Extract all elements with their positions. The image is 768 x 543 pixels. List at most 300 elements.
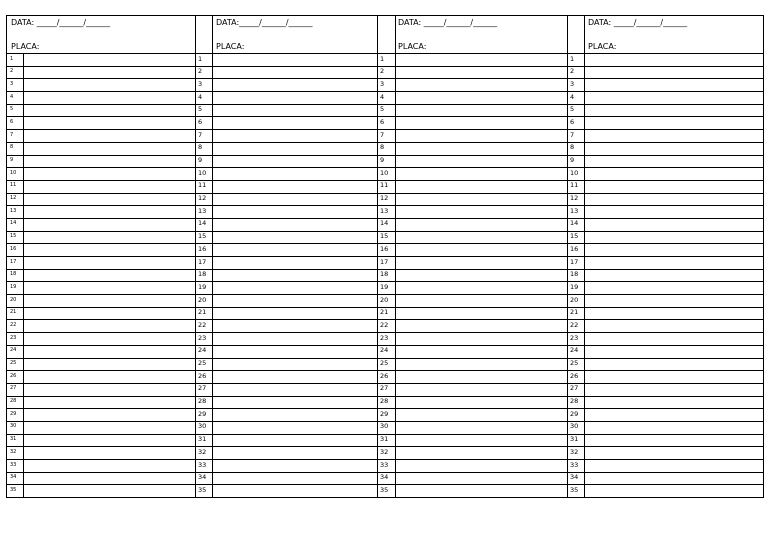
entry-row xyxy=(377,435,567,448)
row-number: 12 xyxy=(10,195,17,202)
entry-row xyxy=(7,295,195,308)
row-number: 4 xyxy=(10,93,14,100)
row-number: 26 xyxy=(380,371,389,380)
entry-row xyxy=(195,232,377,245)
entry-row xyxy=(7,346,195,359)
row-number: 14 xyxy=(570,219,579,228)
row-number: 35 xyxy=(570,485,579,494)
entry-row xyxy=(7,156,195,169)
entry-row xyxy=(567,295,764,308)
row-number: 6 xyxy=(570,117,575,126)
row-number: 9 xyxy=(10,157,14,163)
entry-row xyxy=(7,473,195,486)
entry-row xyxy=(195,206,377,219)
entry-row xyxy=(7,105,195,118)
entry-row xyxy=(567,473,764,486)
row-number: 13 xyxy=(198,206,207,215)
entry-row xyxy=(195,194,377,207)
entry-rows xyxy=(377,54,567,497)
plate-label: PLACA: xyxy=(11,42,40,51)
row-number: 20 xyxy=(198,295,207,304)
row-number: 8 xyxy=(10,144,14,151)
entry-row xyxy=(7,194,195,207)
row-number: 21 xyxy=(570,308,579,317)
date-label: DATA: _____/______/______ xyxy=(588,18,688,27)
plate-label: PLACA: xyxy=(216,42,245,51)
entry-row xyxy=(195,447,377,460)
entry-row xyxy=(567,257,764,270)
row-number: 16 xyxy=(380,244,389,253)
row-number: 32 xyxy=(10,448,17,455)
log-block-1 xyxy=(7,16,195,497)
row-number: 4 xyxy=(380,92,385,101)
row-number: 25 xyxy=(10,360,17,366)
row-number: 29 xyxy=(198,409,207,418)
block-header xyxy=(567,16,764,54)
entry-row xyxy=(567,143,764,156)
entry-row xyxy=(195,244,377,257)
entry-row xyxy=(377,371,567,384)
entry-row xyxy=(377,333,567,346)
entry-row xyxy=(7,447,195,460)
entry-row xyxy=(567,460,764,473)
entry-row xyxy=(377,270,567,283)
entry-row xyxy=(7,435,195,448)
plate-label: PLACA: xyxy=(588,42,617,51)
row-number: 33 xyxy=(10,461,17,468)
row-number: 7 xyxy=(570,130,575,139)
entry-row xyxy=(567,409,764,422)
row-number: 17 xyxy=(10,258,17,265)
date-label: DATA: _____/______/______ xyxy=(11,18,111,27)
row-number: 28 xyxy=(570,397,579,406)
row-number: 4 xyxy=(198,92,203,101)
entry-row xyxy=(567,320,764,333)
row-number: 35 xyxy=(198,485,207,494)
row-number: 33 xyxy=(570,460,579,469)
row-number: 19 xyxy=(10,283,17,290)
number-column-divider xyxy=(212,16,213,497)
block-header xyxy=(377,16,567,54)
entry-row xyxy=(567,92,764,105)
entry-row xyxy=(7,54,195,67)
row-number: 34 xyxy=(380,473,389,482)
vehicle-log-sheet xyxy=(6,15,764,498)
row-number: 16 xyxy=(10,245,17,252)
row-number: 22 xyxy=(570,320,579,329)
row-number: 27 xyxy=(10,385,17,392)
entry-row xyxy=(567,282,764,295)
row-number: 26 xyxy=(198,371,207,380)
row-number: 21 xyxy=(380,308,389,317)
row-number: 24 xyxy=(10,347,17,354)
entry-row xyxy=(377,232,567,245)
row-number: 2 xyxy=(380,67,385,76)
row-number: 17 xyxy=(570,257,579,266)
row-number: 28 xyxy=(198,397,207,406)
row-number: 26 xyxy=(10,372,17,379)
entry-row xyxy=(195,308,377,321)
row-number: 2 xyxy=(10,68,14,75)
entry-row xyxy=(195,460,377,473)
entry-row xyxy=(195,67,377,80)
row-number: 25 xyxy=(380,359,389,367)
number-column-divider xyxy=(584,16,585,497)
entry-row xyxy=(7,422,195,435)
number-column-divider xyxy=(23,54,24,497)
row-number: 35 xyxy=(10,486,17,493)
row-number: 6 xyxy=(198,117,203,126)
entry-row xyxy=(7,320,195,333)
row-number: 11 xyxy=(10,182,17,189)
entry-row xyxy=(7,397,195,410)
row-number: 25 xyxy=(198,359,207,367)
entry-row xyxy=(567,359,764,372)
row-number: 29 xyxy=(570,409,579,418)
entry-row xyxy=(377,282,567,295)
entry-row xyxy=(377,447,567,460)
entry-row xyxy=(377,67,567,80)
entry-row xyxy=(195,130,377,143)
row-number: 32 xyxy=(570,447,579,456)
row-number: 24 xyxy=(570,346,579,355)
row-number: 5 xyxy=(570,105,575,114)
entry-row xyxy=(567,105,764,118)
row-number: 16 xyxy=(198,244,207,253)
entry-row xyxy=(7,181,195,194)
entry-row xyxy=(7,92,195,105)
entry-row xyxy=(377,422,567,435)
row-number: 18 xyxy=(380,270,389,279)
row-number: 15 xyxy=(198,232,207,241)
row-number: 12 xyxy=(570,194,579,203)
entry-row xyxy=(377,206,567,219)
entry-row xyxy=(567,333,764,346)
row-number: 1 xyxy=(198,54,203,63)
row-number: 8 xyxy=(198,143,203,152)
row-number: 10 xyxy=(380,168,389,177)
entry-row xyxy=(567,54,764,67)
row-number: 18 xyxy=(198,270,207,279)
entry-row xyxy=(377,181,567,194)
entry-row xyxy=(7,232,195,245)
row-number: 13 xyxy=(570,206,579,215)
row-number: 20 xyxy=(10,296,17,303)
row-number: 21 xyxy=(198,308,207,317)
row-number: 31 xyxy=(10,436,17,443)
row-number: 10 xyxy=(10,169,17,176)
row-number: 4 xyxy=(570,92,575,101)
row-number: 8 xyxy=(380,143,385,152)
entry-row xyxy=(377,194,567,207)
entry-row xyxy=(567,244,764,257)
row-number: 1 xyxy=(570,54,575,63)
entry-row xyxy=(7,270,195,283)
entry-row xyxy=(377,320,567,333)
entry-row xyxy=(7,282,195,295)
row-number: 31 xyxy=(198,435,207,444)
entry-row xyxy=(195,333,377,346)
entry-row xyxy=(195,384,377,397)
row-number: 7 xyxy=(10,131,14,138)
row-number: 26 xyxy=(570,371,579,380)
entry-row xyxy=(195,105,377,118)
entry-row xyxy=(567,219,764,232)
row-number: 25 xyxy=(570,359,579,367)
entry-row xyxy=(377,295,567,308)
row-number: 34 xyxy=(570,473,579,482)
row-number: 14 xyxy=(10,220,17,227)
entry-row xyxy=(7,371,195,384)
row-number: 30 xyxy=(198,422,207,431)
entry-row xyxy=(567,206,764,219)
entry-row xyxy=(195,270,377,283)
entry-row xyxy=(567,447,764,460)
entry-row xyxy=(567,156,764,169)
row-number: 24 xyxy=(380,346,389,355)
row-number: 23 xyxy=(10,334,17,341)
entry-row xyxy=(567,308,764,321)
row-number: 6 xyxy=(380,117,385,126)
entry-rows xyxy=(567,54,764,497)
entry-row xyxy=(377,156,567,169)
row-number: 9 xyxy=(198,156,203,164)
row-number: 20 xyxy=(570,295,579,304)
row-number: 28 xyxy=(380,397,389,406)
entry-row xyxy=(195,409,377,422)
row-number: 15 xyxy=(570,232,579,241)
entry-row xyxy=(567,181,764,194)
row-number: 13 xyxy=(380,206,389,215)
entry-row xyxy=(377,168,567,181)
entry-row xyxy=(7,117,195,130)
entry-row xyxy=(7,485,195,498)
entry-row xyxy=(195,435,377,448)
entry-row xyxy=(7,219,195,232)
entry-row xyxy=(377,79,567,92)
entry-row xyxy=(377,409,567,422)
row-number: 31 xyxy=(380,435,389,444)
row-number: 11 xyxy=(570,181,579,190)
entry-row xyxy=(195,143,377,156)
entry-rows xyxy=(7,54,195,497)
row-number: 10 xyxy=(570,168,579,177)
log-block-3 xyxy=(377,16,567,497)
row-number: 7 xyxy=(380,130,385,139)
row-number: 3 xyxy=(10,80,14,87)
entry-row xyxy=(7,244,195,257)
row-number: 11 xyxy=(198,181,207,190)
entry-row xyxy=(377,359,567,372)
row-number: 1 xyxy=(380,54,385,63)
block-header xyxy=(195,16,377,54)
entry-row xyxy=(377,117,567,130)
row-number: 19 xyxy=(570,282,579,291)
row-number: 30 xyxy=(10,423,17,430)
entry-row xyxy=(195,282,377,295)
row-number: 18 xyxy=(10,271,17,278)
entry-row xyxy=(7,308,195,321)
row-number: 19 xyxy=(380,282,389,291)
log-block-4 xyxy=(567,16,764,497)
row-number: 2 xyxy=(198,67,203,76)
entry-row xyxy=(377,92,567,105)
entry-row xyxy=(195,79,377,92)
entry-row xyxy=(567,485,764,498)
entry-row xyxy=(377,130,567,143)
row-number: 27 xyxy=(570,384,579,393)
row-number: 3 xyxy=(380,79,385,88)
entry-row xyxy=(195,371,377,384)
entry-row xyxy=(377,143,567,156)
entry-row xyxy=(567,79,764,92)
row-number: 8 xyxy=(570,143,575,152)
entry-row xyxy=(567,232,764,245)
entry-row xyxy=(377,54,567,67)
row-number: 20 xyxy=(380,295,389,304)
entry-row xyxy=(377,473,567,486)
entry-row xyxy=(377,105,567,118)
entry-row xyxy=(567,371,764,384)
row-number: 12 xyxy=(198,194,207,203)
row-number: 5 xyxy=(10,106,14,113)
entry-row xyxy=(195,359,377,372)
entry-row xyxy=(567,67,764,80)
entry-row xyxy=(7,409,195,422)
row-number: 5 xyxy=(198,105,203,114)
row-number: 24 xyxy=(198,346,207,355)
row-number: 14 xyxy=(198,219,207,228)
row-number: 13 xyxy=(10,207,17,214)
row-number: 35 xyxy=(380,485,389,494)
entry-row xyxy=(567,435,764,448)
entry-row xyxy=(195,54,377,67)
row-number: 6 xyxy=(10,118,14,125)
row-number: 9 xyxy=(380,156,385,164)
row-number: 12 xyxy=(380,194,389,203)
entry-row xyxy=(195,422,377,435)
entry-row xyxy=(377,257,567,270)
entry-row xyxy=(7,79,195,92)
row-number: 19 xyxy=(198,282,207,291)
row-number: 3 xyxy=(198,79,203,88)
entry-row xyxy=(195,219,377,232)
entry-row xyxy=(377,308,567,321)
number-column-divider xyxy=(395,16,396,497)
entry-row xyxy=(195,156,377,169)
entry-row xyxy=(7,257,195,270)
plate-label: PLACA: xyxy=(398,42,427,51)
entry-row xyxy=(195,473,377,486)
entry-row xyxy=(377,384,567,397)
entry-row xyxy=(7,206,195,219)
entry-row xyxy=(567,194,764,207)
entry-row xyxy=(377,219,567,232)
row-number: 32 xyxy=(198,447,207,456)
entry-row xyxy=(567,422,764,435)
entry-row xyxy=(7,384,195,397)
entry-row xyxy=(567,346,764,359)
row-number: 23 xyxy=(570,333,579,342)
row-number: 17 xyxy=(198,257,207,266)
row-number: 15 xyxy=(10,233,17,240)
row-number: 16 xyxy=(570,244,579,253)
row-number: 22 xyxy=(10,321,17,328)
date-label: DATA:_____/______/______ xyxy=(216,18,313,27)
entry-row xyxy=(567,117,764,130)
row-number: 27 xyxy=(380,384,389,393)
entry-row xyxy=(567,384,764,397)
row-number: 32 xyxy=(380,447,389,456)
entry-row xyxy=(567,397,764,410)
row-number: 34 xyxy=(198,473,207,482)
row-number: 14 xyxy=(380,219,389,228)
entry-row xyxy=(377,397,567,410)
entry-row xyxy=(567,168,764,181)
row-number: 29 xyxy=(380,409,389,418)
entry-row xyxy=(7,143,195,156)
date-label: DATA: _____/______/______ xyxy=(398,18,498,27)
row-number: 10 xyxy=(198,168,207,177)
row-number: 28 xyxy=(10,398,17,405)
entry-row xyxy=(195,320,377,333)
row-number: 31 xyxy=(570,435,579,444)
block-header xyxy=(7,16,195,54)
row-number: 33 xyxy=(198,460,207,469)
log-block-2 xyxy=(195,16,377,497)
row-number: 23 xyxy=(380,333,389,342)
row-number: 9 xyxy=(570,156,575,164)
row-number: 21 xyxy=(10,309,17,316)
entry-row xyxy=(195,346,377,359)
entry-row xyxy=(567,270,764,283)
row-number: 22 xyxy=(380,320,389,329)
row-number: 11 xyxy=(380,181,389,190)
row-number: 3 xyxy=(570,79,575,88)
entry-row xyxy=(195,117,377,130)
row-number: 22 xyxy=(198,320,207,329)
row-number: 34 xyxy=(10,474,17,481)
row-number: 30 xyxy=(380,422,389,431)
entry-row xyxy=(195,485,377,498)
entry-row xyxy=(7,460,195,473)
row-number: 33 xyxy=(380,460,389,469)
entry-row xyxy=(377,244,567,257)
entry-row xyxy=(7,130,195,143)
row-number: 18 xyxy=(570,270,579,279)
row-number: 30 xyxy=(570,422,579,431)
row-number: 1 xyxy=(10,55,14,62)
entry-row xyxy=(377,346,567,359)
entry-row xyxy=(195,168,377,181)
entry-row xyxy=(377,485,567,498)
row-number: 29 xyxy=(10,410,17,417)
row-number: 27 xyxy=(198,384,207,393)
entry-row xyxy=(377,460,567,473)
row-number: 2 xyxy=(570,67,575,76)
entry-row xyxy=(7,168,195,181)
entry-row xyxy=(195,181,377,194)
row-number: 17 xyxy=(380,257,389,266)
row-number: 5 xyxy=(380,105,385,114)
entry-row xyxy=(195,295,377,308)
entry-row xyxy=(7,67,195,80)
entry-row xyxy=(195,397,377,410)
entry-row xyxy=(195,257,377,270)
entry-row xyxy=(7,359,195,372)
row-number: 15 xyxy=(380,232,389,241)
entry-rows xyxy=(195,54,377,497)
